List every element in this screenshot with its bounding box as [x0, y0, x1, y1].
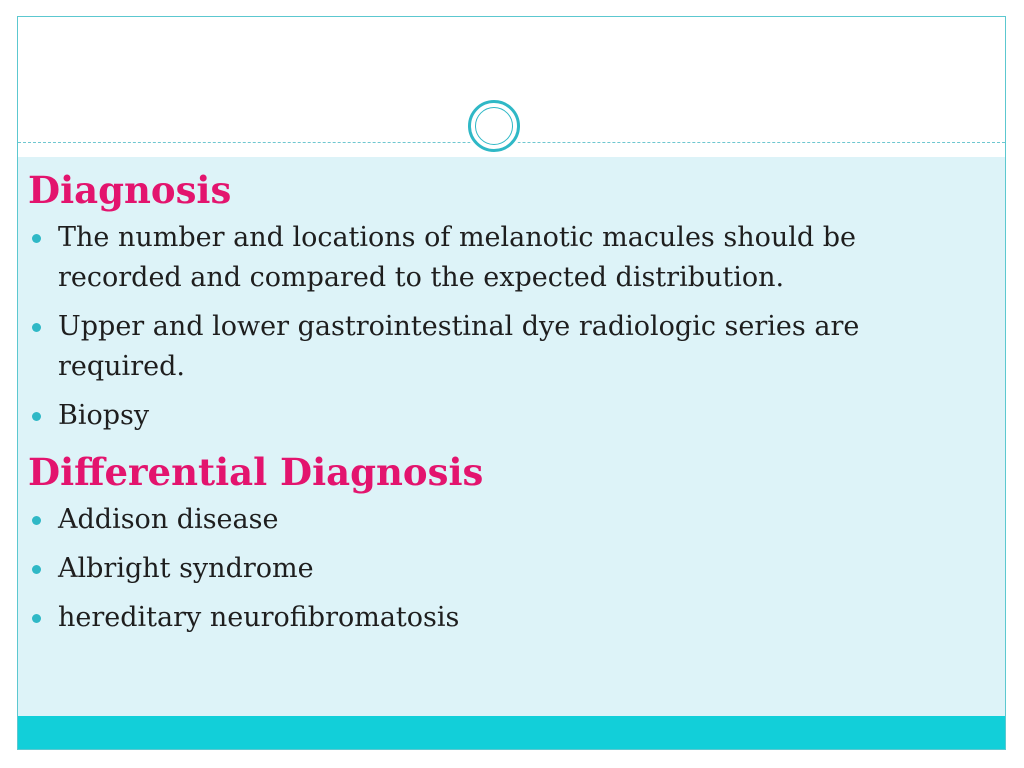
list-item — [28, 549, 958, 589]
list-item — [28, 396, 958, 436]
slide-content — [28, 168, 958, 647]
differential-diagnosis-list — [28, 500, 958, 638]
bullet-icon — [32, 234, 41, 243]
list-item — [28, 218, 958, 298]
footer-bar — [18, 716, 1005, 750]
list-item-text: Biopsy — [58, 400, 150, 431]
section-heading-differential-diagnosis: Differential Diagnosis — [28, 450, 484, 494]
list-item-text: Addison disease — [58, 504, 279, 535]
list-item-text: hereditary neurofibromatosis — [58, 602, 460, 633]
list-item-text: Upper and lower gastrointestinal dye radiologic series are required. — [58, 311, 860, 382]
list-item — [28, 500, 958, 540]
divider-inner-ring-icon — [475, 107, 513, 145]
bullet-icon — [32, 412, 41, 421]
section-heading-diagnosis: Diagnosis — [28, 168, 232, 212]
bullet-icon — [32, 614, 41, 623]
bullet-icon — [32, 565, 41, 574]
bullet-icon — [32, 323, 41, 332]
bullet-icon — [32, 516, 41, 525]
list-item-text: The number and locations of melanotic macules should be recorded and compared to the expected distribution. — [58, 222, 857, 293]
list-item — [28, 598, 958, 638]
list-item — [28, 307, 958, 387]
list-item-text: Albright syndrome — [58, 553, 314, 584]
diagnosis-list — [28, 218, 958, 436]
